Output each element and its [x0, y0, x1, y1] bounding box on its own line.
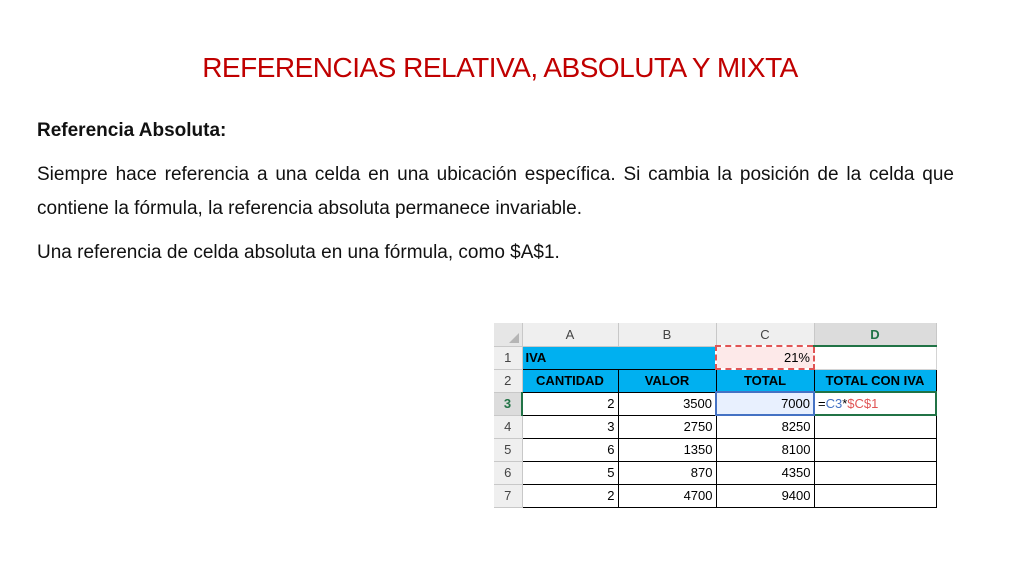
- cell-cantidad[interactable]: 5: [522, 461, 618, 484]
- cell-c3-total-referenced[interactable]: 7000: [716, 392, 814, 415]
- cell-a1-iva-label[interactable]: IVA: [522, 346, 716, 369]
- cell-d3-formula-editing[interactable]: [814, 392, 936, 415]
- cell-total-con-iva[interactable]: [814, 415, 936, 438]
- table-row: [494, 346, 936, 369]
- cell-valor[interactable]: 2750: [618, 415, 716, 438]
- select-all-corner[interactable]: [494, 323, 522, 346]
- row-header-4[interactable]: 4: [494, 415, 522, 438]
- cell-cantidad[interactable]: 2: [522, 484, 618, 507]
- column-header-b[interactable]: B: [618, 323, 716, 346]
- spreadsheet-grid: [494, 323, 937, 508]
- row-header-6[interactable]: 6: [494, 461, 522, 484]
- column-header-a[interactable]: A: [522, 323, 618, 346]
- column-header-c[interactable]: C: [716, 323, 814, 346]
- cell-valor[interactable]: 870: [618, 461, 716, 484]
- cell-total-con-iva[interactable]: [814, 461, 936, 484]
- slide-title: REFERENCIAS RELATIVA, ABSOLUTA Y MIXTA: [202, 52, 798, 83]
- cell-total-con-iva[interactable]: [814, 438, 936, 461]
- section-heading: Referencia Absoluta:: [37, 120, 227, 141]
- table-row: [494, 369, 936, 392]
- row-header-2[interactable]: 2: [494, 369, 522, 392]
- table-row: [494, 415, 936, 438]
- definition-paragraph: Siempre hace referencia a una celda en una ubicación específica. Si cambia la posición de la celda que contiene la fórmula, la referencia absoluta permanece invariable.: [37, 164, 954, 219]
- table-row: [494, 461, 936, 484]
- cell-valor[interactable]: 3500: [618, 392, 716, 415]
- cell-total-con-iva[interactable]: [814, 484, 936, 507]
- select-all-triangle-icon: [509, 333, 519, 343]
- cell-c1-iva-rate[interactable]: 21%: [716, 346, 814, 369]
- cell-total[interactable]: 8100: [716, 438, 814, 461]
- row-header-5[interactable]: 5: [494, 438, 522, 461]
- column-header-d[interactable]: D: [814, 323, 936, 346]
- row-header-1[interactable]: 1: [494, 346, 522, 369]
- header-total-con-iva[interactable]: TOTAL CON IVA: [814, 369, 936, 392]
- header-valor[interactable]: VALOR: [618, 369, 716, 392]
- cell-d1[interactable]: [814, 346, 936, 369]
- header-cantidad[interactable]: CANTIDAD: [522, 369, 618, 392]
- row-header-3[interactable]: 3: [494, 392, 522, 415]
- cell-cantidad[interactable]: 2: [522, 392, 618, 415]
- header-total[interactable]: TOTAL: [716, 369, 814, 392]
- formula-absolute-ref: $C$1: [847, 396, 879, 411]
- row-header-7[interactable]: 7: [494, 484, 522, 507]
- formula-equals: =: [818, 396, 826, 411]
- cell-cantidad[interactable]: 6: [522, 438, 618, 461]
- cell-valor[interactable]: 1350: [618, 438, 716, 461]
- cell-total[interactable]: 9400: [716, 484, 814, 507]
- table-row: [494, 392, 936, 415]
- cell-cantidad[interactable]: 3: [522, 415, 618, 438]
- example-paragraph: Una referencia de celda absoluta en una fórmula, como $A$1.: [37, 242, 560, 263]
- cell-total[interactable]: 4350: [716, 461, 814, 484]
- formula-operator: *: [842, 396, 848, 411]
- cell-valor[interactable]: 4700: [618, 484, 716, 507]
- table-row: [494, 484, 936, 507]
- column-header-row: [494, 323, 936, 346]
- formula-relative-ref: C3: [825, 396, 843, 411]
- spreadsheet-screenshot: [494, 323, 942, 522]
- cell-total[interactable]: 8250: [716, 415, 814, 438]
- table-row: [494, 438, 936, 461]
